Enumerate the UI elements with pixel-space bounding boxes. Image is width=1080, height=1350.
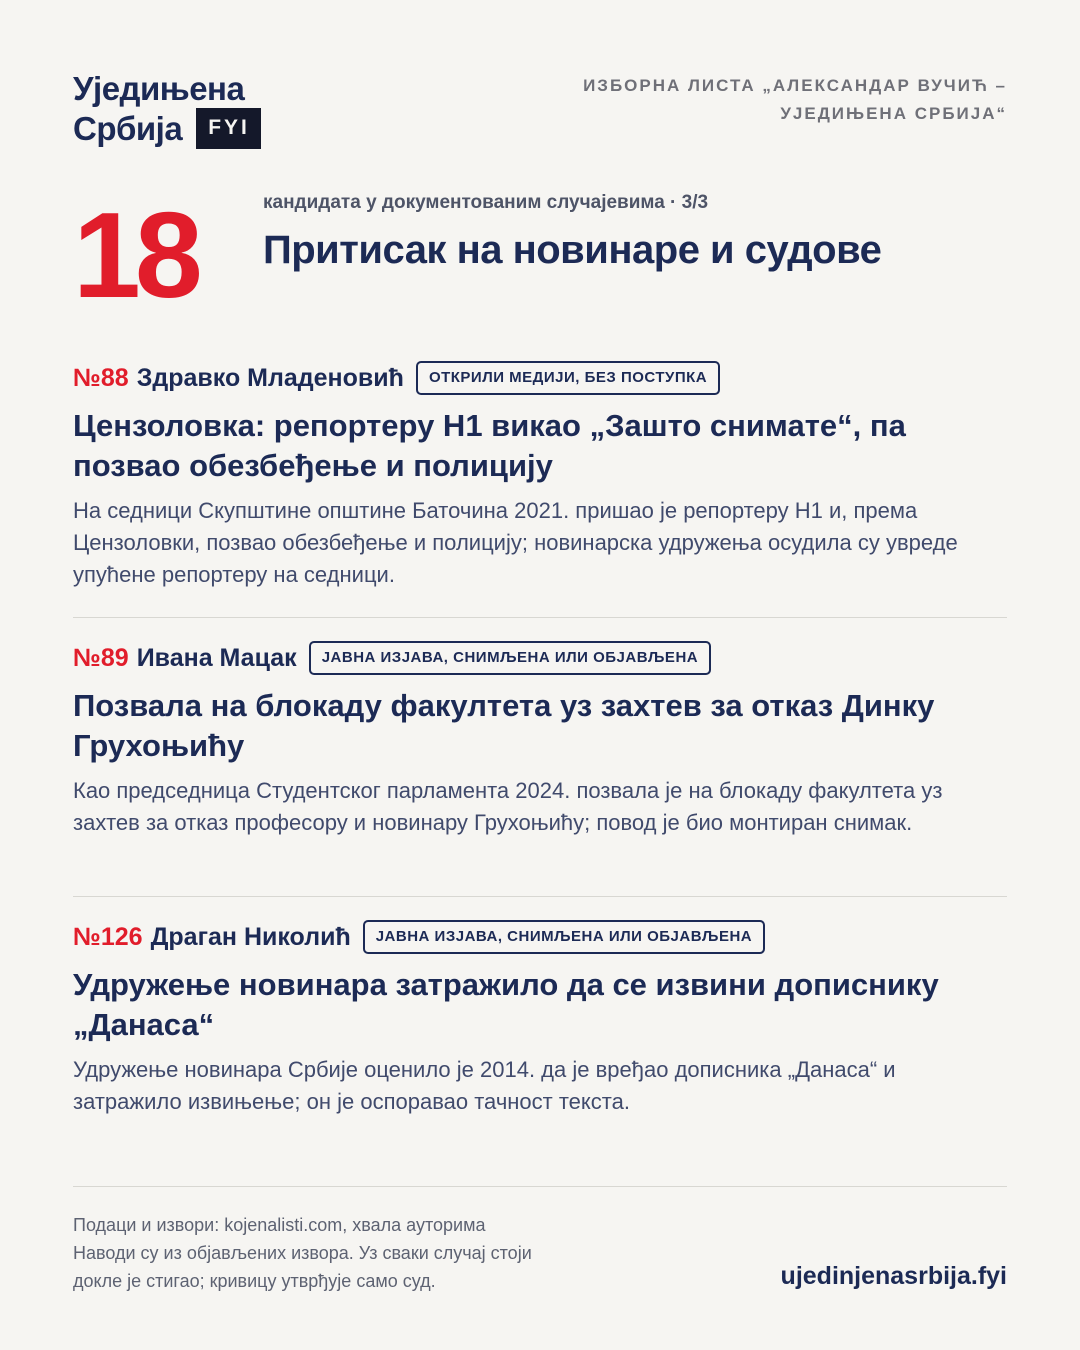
- entry-title: Удружење новинара затражило да се извини дописнику „Данаса“: [73, 967, 939, 1042]
- entry-body: Као председница Студентског парламента 2024. позвала је на блокаду факултета уз захтев за отказ професору и новинару Грухоњићу; повод је био монтиран снимак.: [73, 778, 943, 835]
- entry-card: [73, 640, 1007, 839]
- hero-count: 18: [73, 187, 197, 323]
- divider: [73, 896, 1007, 897]
- brand-line-2: Србија: [73, 109, 183, 147]
- entry-number: №88: [73, 363, 129, 392]
- entry-candidate-name: Здравко Младеновић: [136, 363, 404, 392]
- entry-body: На седници Скупштине општине Баточина 2021. пришао је репортеру Н1 и, према Цензоловки, позвао обезбеђење и полицију; новинарска удружења осудила су увреде упућене репортеру на седници.: [73, 498, 958, 587]
- entry-title: Цензоловка: репортеру Н1 викао „Зашто снимате“, па позвао обезбеђење и полицију: [73, 408, 906, 483]
- entry-candidate-name: Драган Николић: [150, 922, 351, 951]
- footer-website-link[interactable]: ujedinjenasrbija.fyi: [780, 1262, 1007, 1290]
- footer-sources: Подаци и извори: kojenalisti.com, хвала ауторима Наводи су из објављених извора. Уз сваки случај стоји докле је стигао; кривицу утврђује само суд.: [73, 1215, 532, 1291]
- entry-card: [73, 360, 1007, 591]
- entry-card: [73, 919, 1007, 1118]
- entry-title: Позвала на блокаду факултета уз захтев за отказ Динку Грухоњићу: [73, 688, 935, 763]
- brand-logo: [73, 70, 261, 149]
- fyi-badge: FYI: [196, 108, 261, 149]
- entry-candidate-name: Ивана Мацак: [136, 643, 297, 672]
- status-badge: ЈАВНА ИЗЈАВА, СНИМЉЕНА ИЛИ ОБЈАВЉЕНА: [363, 920, 765, 954]
- divider: [73, 617, 1007, 618]
- page-title: Притисак на новинаре и судове: [263, 228, 882, 272]
- entry-number: №89: [73, 643, 129, 672]
- status-badge: ЈАВНА ИЗЈАВА, СНИМЉЕНА ИЛИ ОБЈАВЉЕНА: [309, 641, 711, 675]
- status-badge: ОТКРИЛИ МЕДИЈИ, БЕЗ ПОСТУПКА: [416, 361, 720, 395]
- hero-subtitle: кандидата у документованим случајевима · 3/3: [263, 192, 709, 213]
- divider: [73, 1186, 1007, 1187]
- brand-line-1: Уједињена: [73, 70, 245, 107]
- page: [73, 0, 1007, 1350]
- electoral-list-name: ИЗБОРНА ЛИСТА „АЛЕКСАНДАР ВУЧИЋ – УЈЕДИЊЕНА СРБИЈА“: [583, 76, 1007, 123]
- entry-number: №126: [73, 922, 143, 951]
- entry-body: Удружење новинара Србије оценило је 2014. да је вређао дописника „Данаса“ и затражило извињење; он је оспоравао тачност текста.: [73, 1057, 896, 1114]
